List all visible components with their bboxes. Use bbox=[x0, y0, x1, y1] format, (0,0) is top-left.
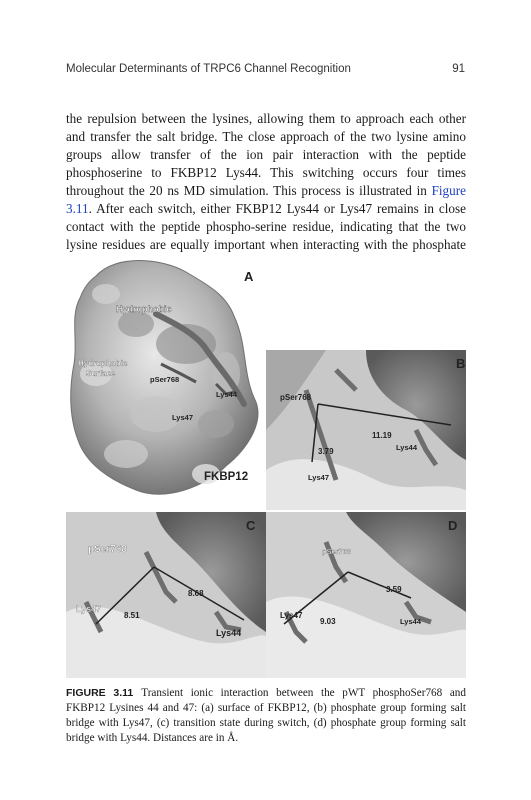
lys44-label-a: Lys44 bbox=[216, 390, 237, 399]
distance-d-1: 3.59 bbox=[386, 585, 402, 594]
distance-c-1: 8.68 bbox=[188, 589, 204, 598]
pser768-label-a: pSer768 bbox=[150, 375, 180, 384]
distance-d-2: 9.03 bbox=[320, 617, 336, 626]
surface-label-left: Surface bbox=[86, 369, 116, 378]
panel-a bbox=[66, 254, 266, 510]
lys44-label-b: Lys44 bbox=[396, 443, 417, 452]
panel-c-letter: C bbox=[246, 518, 256, 533]
pser768-label-b: pSer768 bbox=[280, 393, 312, 402]
body-paragraph bbox=[66, 110, 466, 272]
panel-c bbox=[66, 512, 266, 678]
lys47-label-a: Lys47 bbox=[172, 413, 193, 422]
panel-b bbox=[266, 350, 466, 510]
pser768-label-c: pSer768 bbox=[88, 544, 127, 555]
fkbp12-label: FKBP12 bbox=[204, 471, 249, 483]
pser768-label-d: pSer768 bbox=[322, 547, 352, 556]
distance-b-2: 3.79 bbox=[318, 447, 334, 456]
running-header bbox=[66, 63, 465, 79]
panel-b-letter: B bbox=[456, 356, 466, 371]
running-title: Molecular Determinants of TRPC6 Channel Recognition bbox=[66, 63, 351, 75]
distance-c-2: 8.51 bbox=[124, 611, 140, 620]
body-text-end: . After each switch, either FKBP12 Lys44 or Lys47 remains in close contact with the peptide phospho-serine residue, indicating that the two lysine residues are equally important when interacting with the phosphate bbox=[66, 201, 466, 252]
distance-b-1: 11.19 bbox=[372, 431, 392, 440]
page-number: 91 bbox=[452, 63, 465, 75]
figure-caption bbox=[66, 686, 466, 746]
figure-link[interactable]: Figure 3.11 bbox=[66, 183, 466, 216]
lys44-label-d: Lys44 bbox=[400, 617, 421, 626]
lys47-label-d: Lys47 bbox=[280, 611, 303, 620]
body-text-start: the repulsion between the lysines, allowing them to approach each other and transfer the salt bridge. The close approach of the two lysine amino groups allow transfer of the ion pair interaction with the peptide phosphoserine to FKBP12 Lys44. This switching occurs four times throughout the 20 ns MD simulation. This process is illustrated in bbox=[66, 111, 466, 198]
panel-a-letter: A bbox=[244, 269, 254, 284]
hydrophobic-label-top: Hydrophobic bbox=[116, 304, 172, 314]
hydrophobic-label-left: Hydrophobic bbox=[78, 359, 128, 368]
lys47-label-b: Lys47 bbox=[308, 473, 329, 482]
caption-text: Transient ionic interaction between the pWT phosphoSer768 and FKBP12 Lysines 44 and 47: (a) surface of FKBP12, (b) phosphate group forming salt bridge with Lys47, (c) transition state during switch, (d) phosphate group forming salt bridge with Lys44. Distances are in Å. bbox=[66, 687, 466, 744]
lys44-label-c: Lys44 bbox=[216, 628, 242, 638]
panel-d bbox=[266, 512, 466, 678]
figure-3-11 bbox=[66, 254, 466, 678]
panel-d-letter: D bbox=[448, 518, 458, 533]
lys47-label-c: Lys47 bbox=[76, 604, 102, 614]
caption-label: FIGURE 3.11 bbox=[66, 687, 134, 699]
